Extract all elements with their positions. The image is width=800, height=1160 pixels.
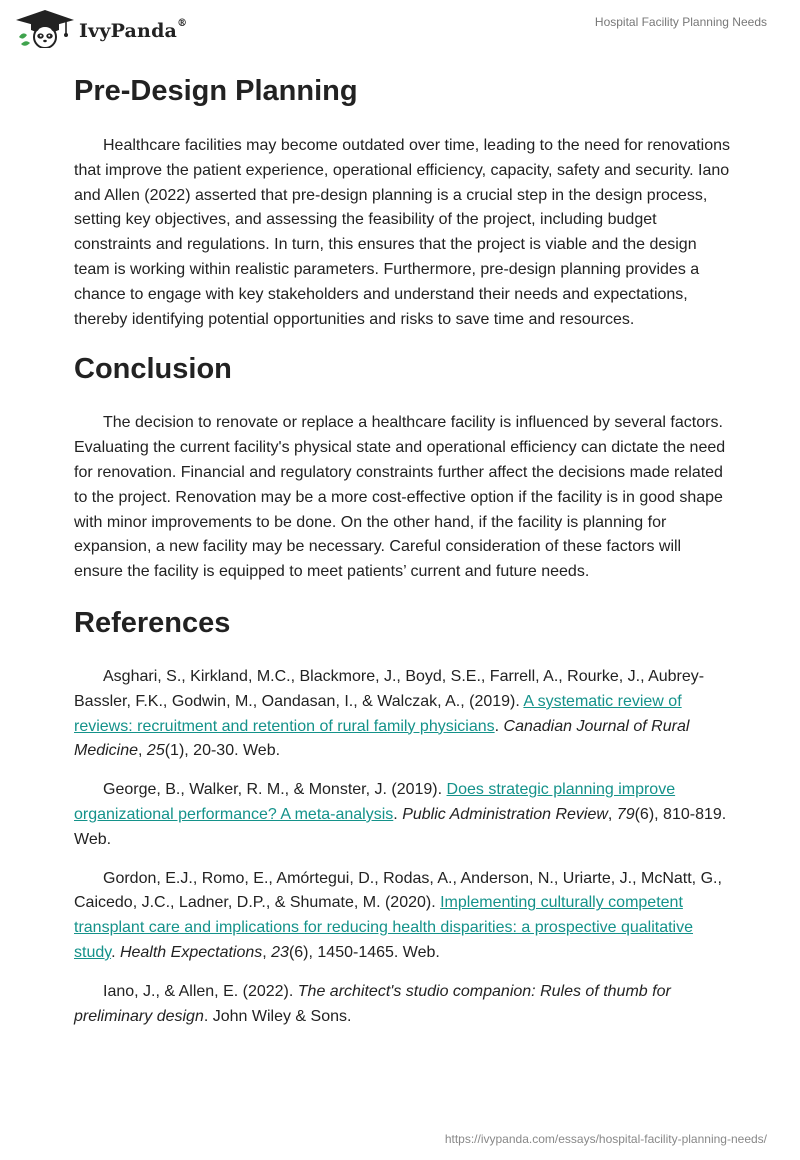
reference-pages: (6), 1450-1465. Web. — [288, 943, 440, 961]
reference-journal: Canadian Journal of Rural Medicine — [74, 717, 690, 760]
section-heading-pre-design: Pre-Design Planning — [74, 75, 358, 107]
reference-pages: (6), 810-819. Web. — [74, 805, 727, 848]
page-header — [0, 0, 800, 60]
reference-item — [74, 665, 734, 764]
reference-punct: , — [138, 742, 147, 760]
panda-graduation-cap-icon — [14, 8, 76, 48]
reference-punct: , — [607, 805, 617, 823]
section-heading-references: References — [74, 606, 231, 639]
document-title: Hospital Facility Planning Needs — [594, 15, 767, 29]
reference-volume: 23 — [271, 943, 289, 961]
reference-link[interactable]: A systematic review of reviews: recruitment and retention of rural family physicians — [74, 692, 682, 735]
reference-authors: Gordon, E.J., Romo, E., Amórtegui, D., Rodas, A., Anderson, N., Uriarte, J., McNatt, G., Caicedo, J.C., Ladner, D.P., & Shumate, M. (2020). — [74, 869, 722, 912]
reference-authors: Asghari, S., Kirkland, M.C., Blackmore, J., Boyd, S.E., Farrell, A., Rourke, J., Aubrey-Bassler, F.K., Godwin, M., Oandasan, I., & Walczak, A., (2019). — [74, 667, 705, 710]
ivypanda-logo[interactable] — [14, 8, 187, 48]
reference-link[interactable]: Implementing culturally competent transplant care and implications for reducing health disparities: a prospective qualitative study — [74, 894, 694, 961]
essay-content — [74, 72, 734, 1043]
reference-volume: 25 — [146, 742, 165, 760]
reference-journal: Public Administration Review — [402, 805, 608, 823]
reference-item — [74, 867, 734, 966]
reference-pages: (1), 20-30. Web. — [164, 742, 281, 760]
reference-punct: . — [393, 805, 403, 823]
pre-design-paragraph: Healthcare facilities may become outdated over time, leading to the need for renovations that improve the patient experience, operational efficiency, capacity, safety and security. Iano and Allen (2022) asserted that pre-design planning is a crucial step in the design process, setting key objectives, and assessing the feasibility of the project, including budget constraints and regulations. In turn, this ensures that the project is viable and the design team is working within realistic parameters. Furthermore, pre-design planning provides a chance to engage with key stakeholders and understand their needs and expectations, thereby identifying potential opportunities and risks to save time and resources. — [74, 137, 731, 328]
reference-book-title: The architect's studio companion: Rules of thumb for preliminary design — [74, 982, 671, 1025]
reference-punct: , — [262, 943, 272, 961]
footer-url: https://ivypanda.com/essays/hospital-facility-planning-needs/ — [444, 1132, 767, 1146]
conclusion-paragraph: The decision to renovate or replace a healthcare facility is influenced by several factors. Evaluating the current facility's physical state and operational efficiency can dictate the need for renovation. Financial and regulatory constraints further affect the decisions made related to the project. Renovation may be a more cost-effective option if the facility is in good shape with minor improvements to be done. On the other hand, if the facility is planning for expansion, a new facility may be necessary. Careful consideration of these factors will ensure the facility is equipped to meet patients’ current and future needs. — [74, 414, 726, 581]
reference-punct: . — [111, 943, 120, 961]
reference-authors: George, B., Walker, R. M., & Monster, J. (2019). — [103, 781, 447, 799]
reference-item — [74, 980, 734, 1030]
registered-mark: ® — [177, 18, 188, 29]
section-heading-conclusion: Conclusion — [74, 353, 232, 386]
reference-publisher: . John Wiley & Sons. — [203, 1007, 352, 1025]
reference-item — [74, 778, 734, 852]
reference-volume: 79 — [616, 805, 635, 823]
reference-punct: . — [494, 717, 504, 735]
reference-authors: Iano, J., & Allen, E. (2022). — [103, 982, 298, 1000]
reference-link[interactable]: Does strategic planning improve organizational performance? A meta-analysis — [74, 781, 676, 823]
brand-name: IvyPanda® — [79, 18, 188, 42]
reference-journal: Health Expectations — [119, 943, 263, 961]
